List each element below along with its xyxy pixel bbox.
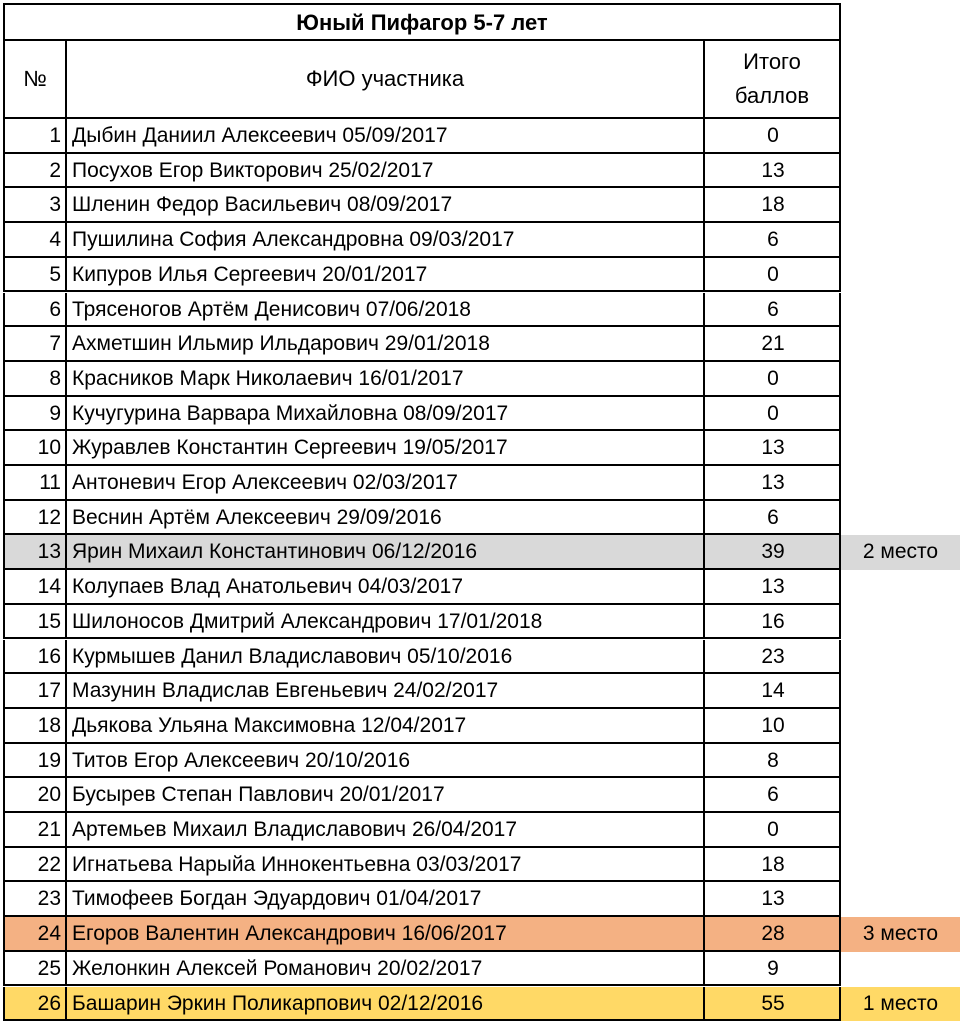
participant-name: Ахметшин Ильмир Ильдарович 29/01/2018 <box>72 332 490 356</box>
participant-name-cell <box>67 952 841 987</box>
participant-name-cell <box>67 709 841 744</box>
total-score: 18 <box>703 188 841 221</box>
row-number: 25 <box>3 952 67 987</box>
total-score: 10 <box>703 709 841 742</box>
total-score: 6 <box>703 778 841 811</box>
participant-name-cell <box>67 987 841 1022</box>
row-number: 5 <box>3 258 67 293</box>
participant-name: Шленин Федор Васильевич 08/09/2017 <box>72 193 453 217</box>
participant-name-cell <box>67 674 841 709</box>
participant-name: Трясеногов Артём Денисович 07/06/2018 <box>72 297 471 321</box>
participant-name: Антоневич Егор Алексеевич 02/03/2017 <box>72 471 458 494</box>
table-row <box>3 674 960 709</box>
participant-name: Мазунин Владислав Евгеньевич 24/02/2017 <box>72 679 499 703</box>
participant-name-cell <box>67 397 841 432</box>
table-row <box>3 293 960 328</box>
participant-name-cell <box>67 501 841 536</box>
row-number: 19 <box>3 744 67 779</box>
total-score: 16 <box>703 605 841 638</box>
table-row <box>3 744 960 779</box>
participant-name: Колупаев Влад Анатольевич 04/03/2017 <box>72 575 464 599</box>
row-number: 9 <box>3 397 67 432</box>
table-title: Юный Пифагор 5-7 лет <box>3 3 841 41</box>
table-row <box>3 258 960 293</box>
row-number: 11 <box>3 466 67 501</box>
table-row <box>3 119 960 154</box>
participant-name: Егоров Валентин Александрович 16/06/2017 <box>72 922 507 946</box>
participant-name: Кучугурина Варвара Михайловна 08/09/2017 <box>72 401 509 425</box>
row-number: 21 <box>3 813 67 848</box>
table-row <box>3 605 960 640</box>
participant-name-cell <box>67 119 841 154</box>
total-score: 14 <box>703 674 841 707</box>
participant-name: Артемьев Михаил Владиславович 26/04/2017 <box>72 818 518 841</box>
table-row <box>3 188 960 223</box>
row-number: 6 <box>3 293 67 328</box>
table-row <box>3 952 960 987</box>
total-score: 0 <box>703 258 841 291</box>
row-number: 4 <box>3 223 67 258</box>
participant-name: Игнатьева Нарыйа Иннокентьевна 03/03/2017 <box>72 852 522 876</box>
header-total-score-line1: Итого <box>743 49 801 74</box>
participant-name: Титов Егор Алексеевич 20/10/2016 <box>72 748 411 772</box>
participant-name-cell <box>67 917 841 952</box>
total-score: 55 <box>703 987 841 1020</box>
header-total-score-line2: баллов <box>734 83 810 108</box>
table-row <box>3 154 960 189</box>
participant-name: Башарин Эркин Поликарпович 02/12/2016 <box>72 991 484 1015</box>
participant-name-cell <box>67 466 841 501</box>
total-score: 0 <box>703 813 841 846</box>
table-row <box>3 882 960 917</box>
total-score: 13 <box>703 570 841 603</box>
row-number: 1 <box>3 119 67 154</box>
participant-name: Шилоносов Дмитрий Александрович 17/01/2018 <box>72 609 543 633</box>
participant-name: Веснин Артём Алексеевич 29/09/2016 <box>72 505 442 529</box>
row-number: 22 <box>3 848 67 883</box>
participant-name-cell <box>67 154 841 189</box>
table-row <box>3 327 960 362</box>
row-number: 8 <box>3 362 67 397</box>
table-row <box>3 570 960 605</box>
total-score: 0 <box>703 397 841 430</box>
row-number: 17 <box>3 674 67 709</box>
participant-name: Пушилина София Александровна 09/03/2017 <box>72 228 515 252</box>
row-number: 14 <box>3 570 67 605</box>
row-number: 20 <box>3 778 67 813</box>
row-number: 26 <box>3 987 67 1022</box>
participant-name: Посухов Егор Викторович 25/02/2017 <box>72 158 434 182</box>
place-badge: 2 место <box>841 535 960 570</box>
participant-name-cell <box>67 327 841 362</box>
row-number: 2 <box>3 154 67 189</box>
participant-name: Желонкин Алексей Романович 20/02/2017 <box>72 956 483 980</box>
participant-name-cell <box>67 188 841 223</box>
table-row <box>3 397 960 432</box>
total-score: 13 <box>703 431 841 464</box>
table-row <box>3 362 960 397</box>
total-score: 23 <box>703 640 841 673</box>
total-score: 13 <box>703 466 841 499</box>
total-score: 13 <box>703 154 841 187</box>
participant-name-cell <box>67 813 841 848</box>
row-number: 13 <box>3 535 67 570</box>
place-badge: 1 место <box>841 987 960 1022</box>
row-number: 18 <box>3 709 67 744</box>
total-score: 21 <box>703 327 841 360</box>
total-score: 6 <box>703 223 841 256</box>
row-number: 15 <box>3 605 67 640</box>
participant-name-cell <box>67 535 841 570</box>
row-number: 23 <box>3 882 67 917</box>
table-row <box>3 535 960 570</box>
participant-name-cell <box>67 605 841 640</box>
participant-name-cell <box>67 882 841 917</box>
participant-name: Дьякова Ульяна Максимовна 12/04/2017 <box>72 713 467 737</box>
participant-name-cell <box>67 570 841 605</box>
table-row <box>3 431 960 466</box>
participant-name-cell <box>67 362 841 397</box>
table-row <box>3 987 960 1022</box>
total-score: 6 <box>703 293 841 326</box>
row-number: 12 <box>3 501 67 536</box>
participant-name: Журавлев Константин Сергеевич 19/05/2017 <box>72 436 508 460</box>
participant-name-cell <box>67 223 841 258</box>
participant-name: Ярин Михаил Константинович 06/12/2016 <box>72 540 478 564</box>
participant-name-cell <box>67 744 841 779</box>
row-number: 10 <box>3 431 67 466</box>
row-number: 16 <box>3 640 67 675</box>
total-score: 0 <box>703 362 841 395</box>
header-participant-name: ФИО участника <box>67 41 703 119</box>
total-score: 8 <box>703 744 841 777</box>
participant-name-cell <box>67 293 841 328</box>
participant-name: Дыбин Даниил Алексеевич 05/09/2017 <box>72 124 448 147</box>
table-row <box>3 848 960 883</box>
total-score: 28 <box>703 917 841 950</box>
participant-name: Красников Марк Николаевич 16/01/2017 <box>72 366 464 390</box>
participant-name-cell <box>67 778 841 813</box>
total-score: 13 <box>703 882 841 915</box>
row-number: 24 <box>3 917 67 952</box>
header-number: № <box>3 41 67 119</box>
participant-name-cell <box>67 848 841 883</box>
participant-name: Тимофеев Богдан Эдуардович 01/04/2017 <box>72 887 482 911</box>
total-score: 6 <box>703 501 841 534</box>
row-number: 3 <box>3 188 67 223</box>
total-score: 39 <box>703 535 841 568</box>
participant-name: Бусырев Степан Павлович 20/01/2017 <box>72 783 445 807</box>
participant-name-cell <box>67 640 841 675</box>
participant-name: Курмышев Данил Владиславович 05/10/2016 <box>72 644 513 668</box>
total-score: 18 <box>703 848 841 881</box>
table-row <box>3 709 960 744</box>
table-row <box>3 778 960 813</box>
table-row <box>3 813 960 848</box>
participant-name-cell <box>67 258 841 293</box>
row-number: 7 <box>3 327 67 362</box>
participant-name: Кипуров Илья Сергеевич 20/01/2017 <box>72 262 428 286</box>
table-row <box>3 223 960 258</box>
total-score: 0 <box>703 119 841 152</box>
table-row <box>3 917 960 952</box>
participant-name-cell <box>67 431 841 466</box>
total-score: 9 <box>703 952 841 985</box>
table-row <box>3 501 960 536</box>
table-row <box>3 466 960 501</box>
place-badge: 3 место <box>841 917 960 952</box>
table-row <box>3 640 960 675</box>
header-row <box>3 41 841 119</box>
header-total-score <box>703 41 841 119</box>
